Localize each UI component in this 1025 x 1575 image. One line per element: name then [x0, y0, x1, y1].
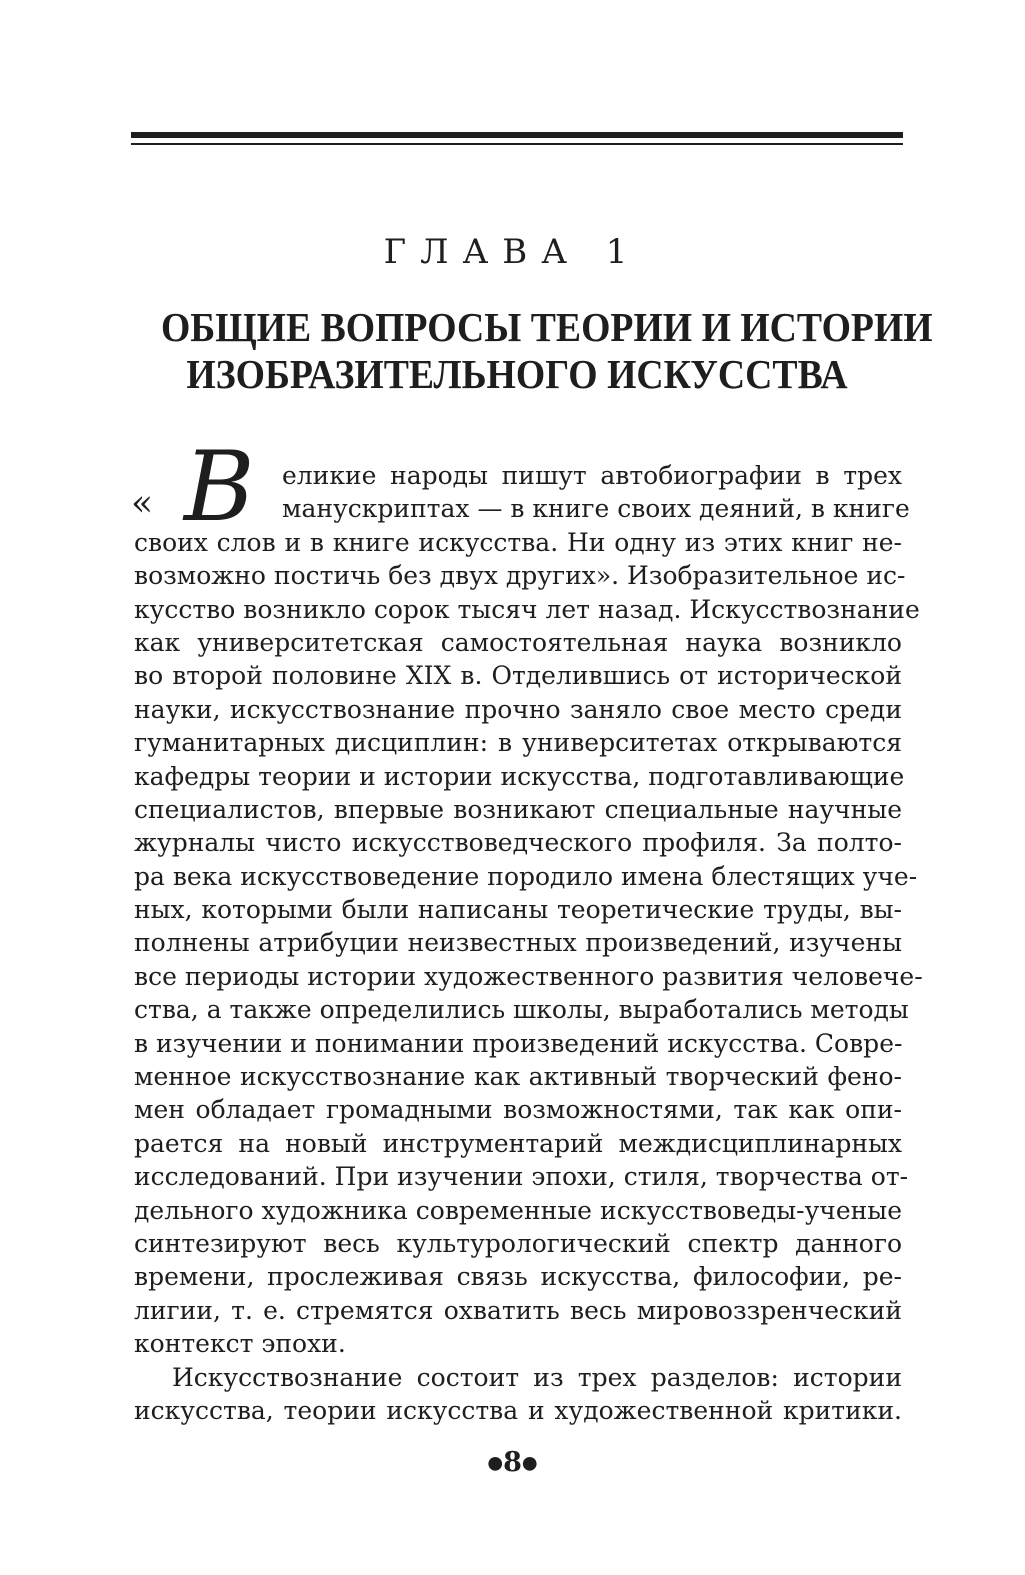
chapter-title-line: ИЗОБРАЗИТЕЛЬНОГО ИСКУССТВА [186, 351, 848, 397]
text-line: рается на новый инструментарий междисциплинарных [134, 1128, 902, 1158]
header-rule-thick [131, 132, 903, 138]
text-line: гуманитарных дисциплин: в университетах открываются [134, 728, 902, 758]
text-line: манускриптах — в книге своих деяний, в книге [282, 494, 910, 524]
page-number-value: 8 [503, 1447, 522, 1478]
text-line: все периоды истории художественного развития человече- [134, 961, 923, 991]
text-line: ных, которыми были написаны теоретические труды, вы- [134, 895, 902, 925]
text-line: науки, искусствознание прочно заняло свое место среди [134, 694, 902, 724]
text-line: еликие народы пишут автобиографии в трех [282, 461, 902, 490]
text-line: ства, а также определились школы, выработались методы [134, 995, 909, 1025]
text-line: специалистов, впервые возникают специальные научные [134, 794, 902, 824]
text-line: исследований. При изучении эпохи, стиля, творчества от- [134, 1162, 909, 1192]
text-line: в изучении и понимании произведений искусства. Совре- [134, 1028, 903, 1058]
chapter-title-line: ОБЩИЕ ВОПРОСЫ ТЕОРИИ И ИСТОРИИ [160, 304, 933, 350]
text-line: времени, прослеживая связь искусства, философии, ре- [134, 1262, 902, 1292]
chapter-title [160, 304, 933, 398]
text-line: ра века искусствоведение породило имена блестящих уче- [134, 861, 918, 891]
page-number [0, 1446, 1025, 1481]
text-line: своих слов и в книге искусства. Ни одну из этих книг не- [134, 527, 902, 557]
text-line: кусство возникло сорок тысяч лет назад. Искусствознание [134, 594, 920, 624]
chapter-label: ГЛАВА 1 [383, 232, 642, 272]
text-line: возможно постичь без двух других». Изобразительное ис- [134, 561, 906, 591]
drop-cap-quote: « [131, 483, 150, 524]
text-line: журналы чисто искусствоведческого профиля. За полто- [134, 828, 902, 858]
text-line: кафедры теории и истории искусства, подготавливающие [134, 761, 905, 791]
text-line: как университетская самостоятельная наука возникло [134, 627, 902, 657]
header-rule-thin [131, 143, 903, 145]
text-line: дельного художника современные искусствоведы-ученые [134, 1195, 902, 1225]
text-line: мен обладает громадными возможностями, так как опи- [134, 1095, 902, 1125]
text-line: контекст эпохи. [134, 1329, 346, 1359]
drop-cap-letter: В [184, 431, 255, 543]
body-text [134, 459, 923, 1427]
text-line: во второй половине XIX в. Отделившись от исторической [134, 661, 902, 691]
text-line: искусства, теории искусства и художественной критики. [134, 1395, 902, 1425]
text-line: полнены атрибуции неизвестных произведений, изучены [134, 928, 902, 958]
text-line: синтезируют весь культурологический спектр данного [134, 1228, 902, 1258]
bullet-icon: ● [521, 1452, 538, 1474]
text-line: лигии, т. е. стремятся охватить весь мировоззренческий [134, 1295, 902, 1325]
text-line: менное искусствознание как активный творческий фено- [134, 1062, 902, 1092]
text-line: Искусствознание состоит из трех разделов: истории [172, 1362, 902, 1392]
bullet-icon: ● [487, 1452, 504, 1474]
